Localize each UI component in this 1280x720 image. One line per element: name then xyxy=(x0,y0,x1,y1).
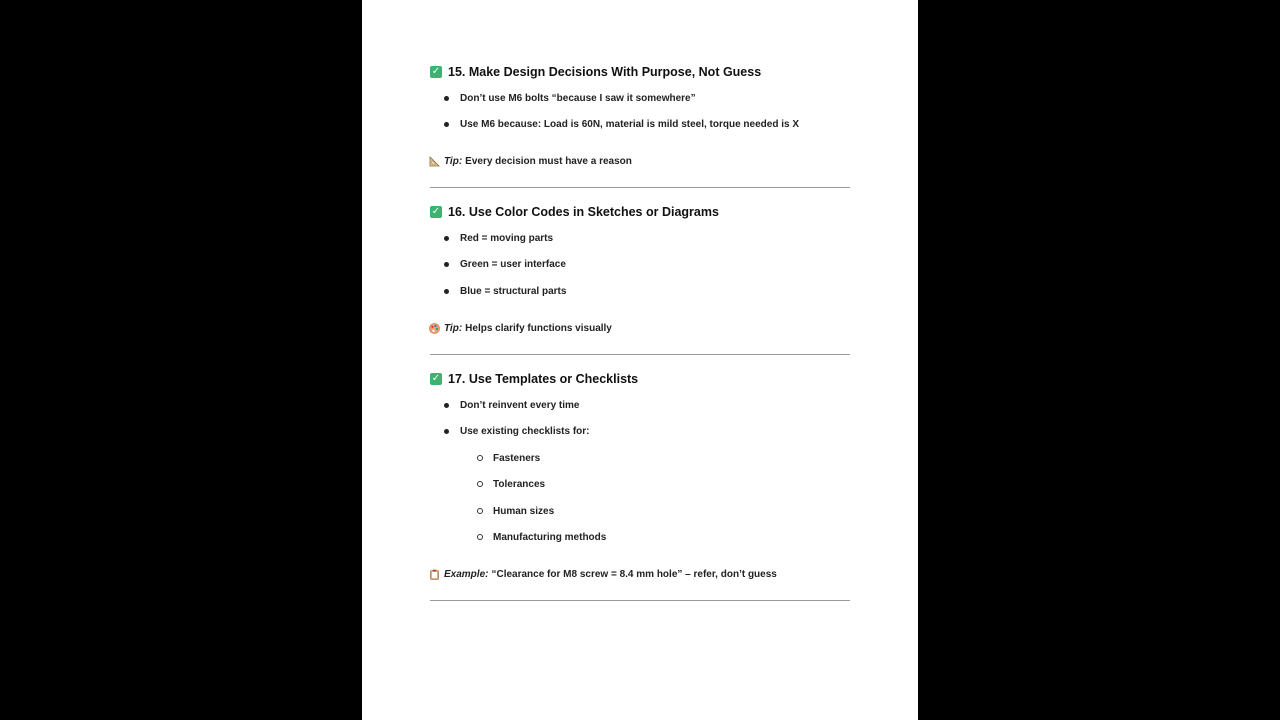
bullet-dot-icon xyxy=(444,96,449,101)
list-item: Use M6 because: Load is 60N, material is mild steel, torque needed is X xyxy=(444,117,799,131)
bullet-circle-icon xyxy=(477,534,483,540)
list-item: Use existing checklists for: xyxy=(444,424,590,438)
list-item: Blue = structural parts xyxy=(444,284,566,298)
bullet-dot-icon xyxy=(444,122,449,127)
bullet-circle-icon xyxy=(477,455,483,461)
check-mark-icon: ✓ xyxy=(431,373,441,384)
bullet-circle-icon xyxy=(477,481,483,487)
list-item: Don’t reinvent every time xyxy=(444,398,579,412)
bullet-dot-icon xyxy=(444,429,449,434)
example-text: “Clearance for M8 screw = 8.4 mm hole” – refer, don’t guess xyxy=(491,568,777,580)
tip-text: Every decision must have a reason xyxy=(465,155,632,167)
divider xyxy=(430,600,850,601)
check-mark-icon: ✓ xyxy=(431,66,441,77)
tip-label: Tip: xyxy=(444,322,463,334)
bullet-dot-icon xyxy=(444,289,449,294)
bullet-circle-icon xyxy=(477,508,483,514)
tip-line xyxy=(429,154,632,168)
palette-icon xyxy=(429,323,440,334)
triangular-ruler-icon xyxy=(429,156,440,167)
bullet-dot-icon xyxy=(444,262,449,267)
sub-list-item: Human sizes xyxy=(477,504,554,518)
clipboard-icon xyxy=(429,569,440,580)
sub-list-item: Fasteners xyxy=(477,451,540,465)
bullet-dot-icon xyxy=(444,403,449,408)
tip-text: Helps clarify functions visually xyxy=(465,322,612,334)
divider xyxy=(430,354,850,355)
section-title: 15. Make Design Decisions With Purpose, Not Guess xyxy=(448,65,762,79)
check-mark-icon: ✓ xyxy=(431,206,441,217)
example-line xyxy=(429,567,777,581)
section-heading-17 xyxy=(430,371,638,387)
section-title: 16. Use Color Codes in Sketches or Diagrams xyxy=(448,205,719,219)
section-heading-16 xyxy=(430,204,719,220)
example-label: Example: xyxy=(444,568,489,580)
tip-line xyxy=(429,321,612,335)
sub-list-item: Tolerances xyxy=(477,477,545,491)
bullet-dot-icon xyxy=(444,236,449,241)
tip-label: Tip: xyxy=(444,155,463,167)
divider xyxy=(430,187,850,188)
list-item: Red = moving parts xyxy=(444,231,553,245)
section-heading-15 xyxy=(430,64,761,80)
document-page xyxy=(362,0,918,720)
list-item: Green = user interface xyxy=(444,257,566,271)
sub-list-item: Manufacturing methods xyxy=(477,530,606,544)
section-title: 17. Use Templates or Checklists xyxy=(448,372,639,386)
list-item: Don’t use M6 bolts “because I saw it somewhere” xyxy=(444,91,696,105)
